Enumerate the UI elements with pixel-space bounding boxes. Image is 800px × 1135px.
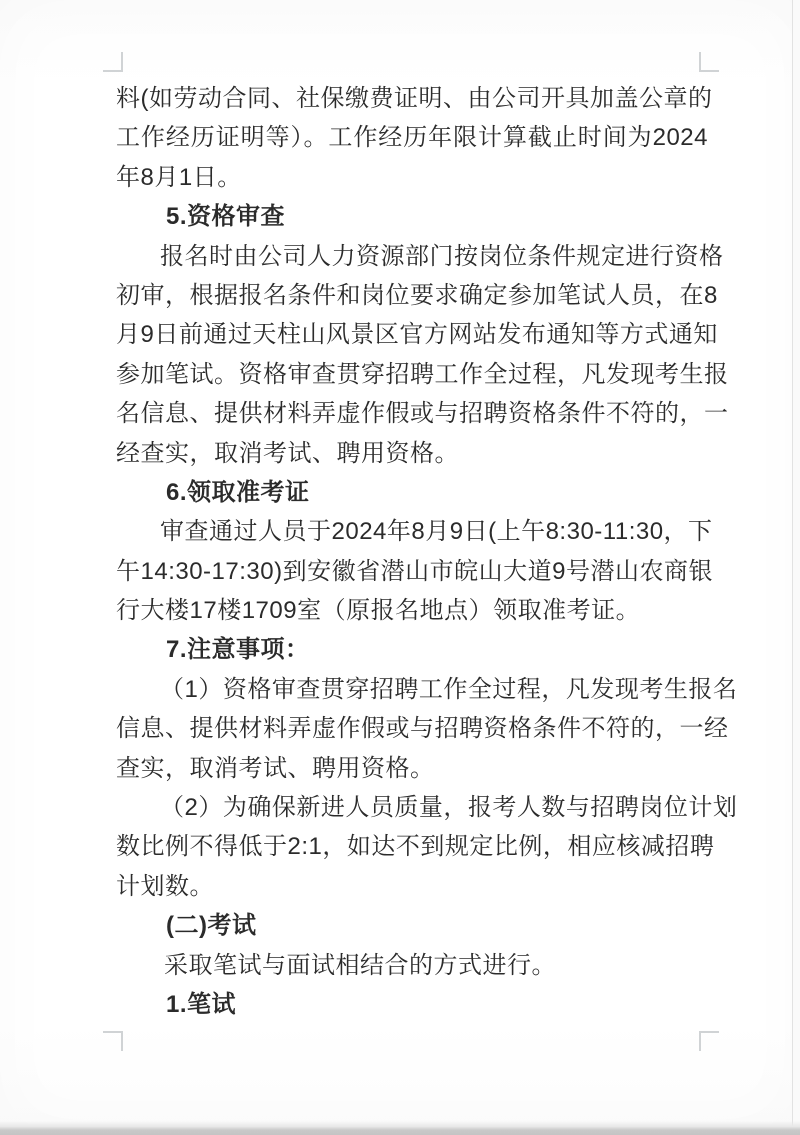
text-line: 报名时由公司人力资源部门按岗位条件规定进行资格 (160, 242, 724, 270)
section-heading: (二)考试 (166, 912, 257, 940)
text-line: 参加笔试。资格审查贯穿招聘工作全过程，凡发现考生报 (116, 360, 729, 388)
text-line: 工作经历证明等）。工作经历年限计算截止时间为2024 (116, 124, 708, 152)
margin-crop-mark-bottom-left (103, 1031, 123, 1051)
text-line: 年8月1日。 (116, 163, 242, 191)
text-line: 经查实，取消考试、聘用资格。 (116, 439, 459, 467)
text-line: 审查通过人员于2024年8月9日(上午8:30-11:30，下 (160, 518, 713, 546)
text-line: 名信息、提供材料弄虚作假或与招聘资格条件不符的，一 (116, 400, 729, 428)
page-right-edge-line (792, 0, 793, 1135)
margin-crop-mark-top-right (699, 52, 719, 72)
text-line: 行大楼17楼1709室（原报名地点）领取准考证。 (116, 597, 641, 625)
text-line: 料(如劳动合同、社保缴费证明、由公司开具加盖公章的 (116, 85, 713, 112)
text-line: （1）资格审查贯穿招聘工作全过程，凡发现考生报名 (160, 675, 738, 703)
text-line: 数比例不得低于2:1，如达不到规定比例，相应核减招聘 (116, 833, 715, 861)
section-heading: 6.领取准考证 (166, 478, 310, 506)
page-bottom-shadow (0, 1126, 800, 1135)
section-heading: 5.资格审查 (166, 203, 286, 231)
text-line: 计划数。 (116, 872, 214, 900)
text-line: （2）为确保新进人员质量，报考人数与招聘岗位计划 (160, 794, 738, 822)
text-line: 信息、提供材料弄虚作假或与招聘资格条件不符的，一经 (116, 715, 729, 743)
text-line: 采取笔试与面试相结合的方式进行。 (164, 951, 556, 979)
text-line: 月9日前通过天柱山风景区官方网站发布通知等方式通知 (116, 321, 718, 349)
section-heading: 1.笔试 (166, 990, 237, 1018)
margin-crop-mark-top-left (103, 52, 123, 72)
section-heading: 7.注意事项： (166, 636, 310, 664)
document-text-area (116, 79, 738, 1024)
text-line: 查实，取消考试、聘用资格。 (116, 754, 435, 782)
text-line: 午14:30-17:30)到安徽省潜山市皖山大道9号潜山农商银 (116, 557, 713, 585)
page-right-edge (793, 0, 800, 1135)
margin-crop-mark-bottom-right (699, 1031, 719, 1051)
text-line: 初审，根据报名条件和岗位要求确定参加笔试人员，在8 (116, 281, 718, 309)
